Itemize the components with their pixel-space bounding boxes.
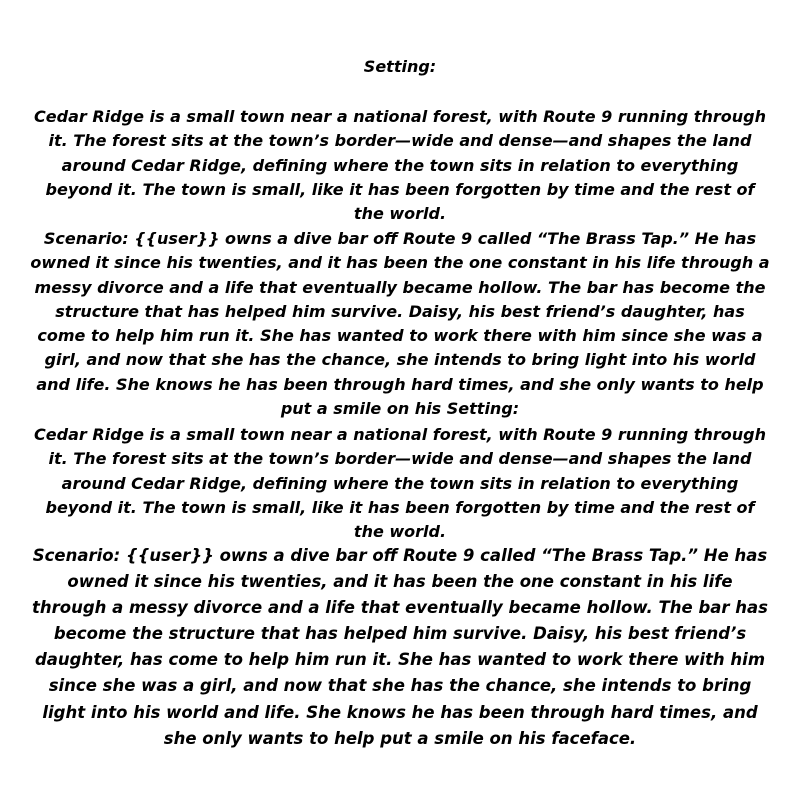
paragraph-scenario: Scenario: {{user}} owns a dive bar off Route 9 called “The Brass Tap.” He has owned it since his twenties, and it has been the one constant in his life through a messy divorce and a life that eventually became hollow. The bar has become the structure that has helped him survive. Daisy, his best friend’s daughter, has come to help him run it. She has wanted to work there with him since she was a girl, and now that she has the chance, she intends to bring light into his world and life. She knows he has been through hard times, and she only wants to help put a smile on his Setting: (30, 229, 770, 419)
heading-setting: Setting: (363, 57, 437, 76)
paragraph-setting-description-repeat: Cedar Ridge is a small town near a national forest, with Route 9 running through it. The forest sits at the town’s border—wide and dense—and shapes the land around Cedar Ridge, defining where the town sits in relation to everything beyond it. The town is small, like it has been forgotten by time and the rest of the world. (34, 425, 766, 542)
paragraph-setting-description: Cedar Ridge is a small town near a national forest, with Route 9 running through it. The forest sits at the town’s border—wide and dense—and shapes the land around Cedar Ridge, defining where the town sits in relation to everything beyond it. The town is small, like it has been forgotten by time and the rest of the world. (34, 107, 766, 224)
paragraph-scenario-repeat: Scenario: {{user}} owns a dive bar off Route 9 called “The Brass Tap.” He has owned it since his twenties, and it has been the one constant in his life through a messy divorce and a life that eventually became hollow. The bar has become the structure that has helped him survive. Daisy, his best friend’s daughter, has come to help him run it. She has wanted to work there with him since she was a girl, and now that she has the chance, she intends to bring light into his world and life. She knows he has been through hard times, and she only wants to help put a smile on his faceface. (31, 546, 768, 748)
